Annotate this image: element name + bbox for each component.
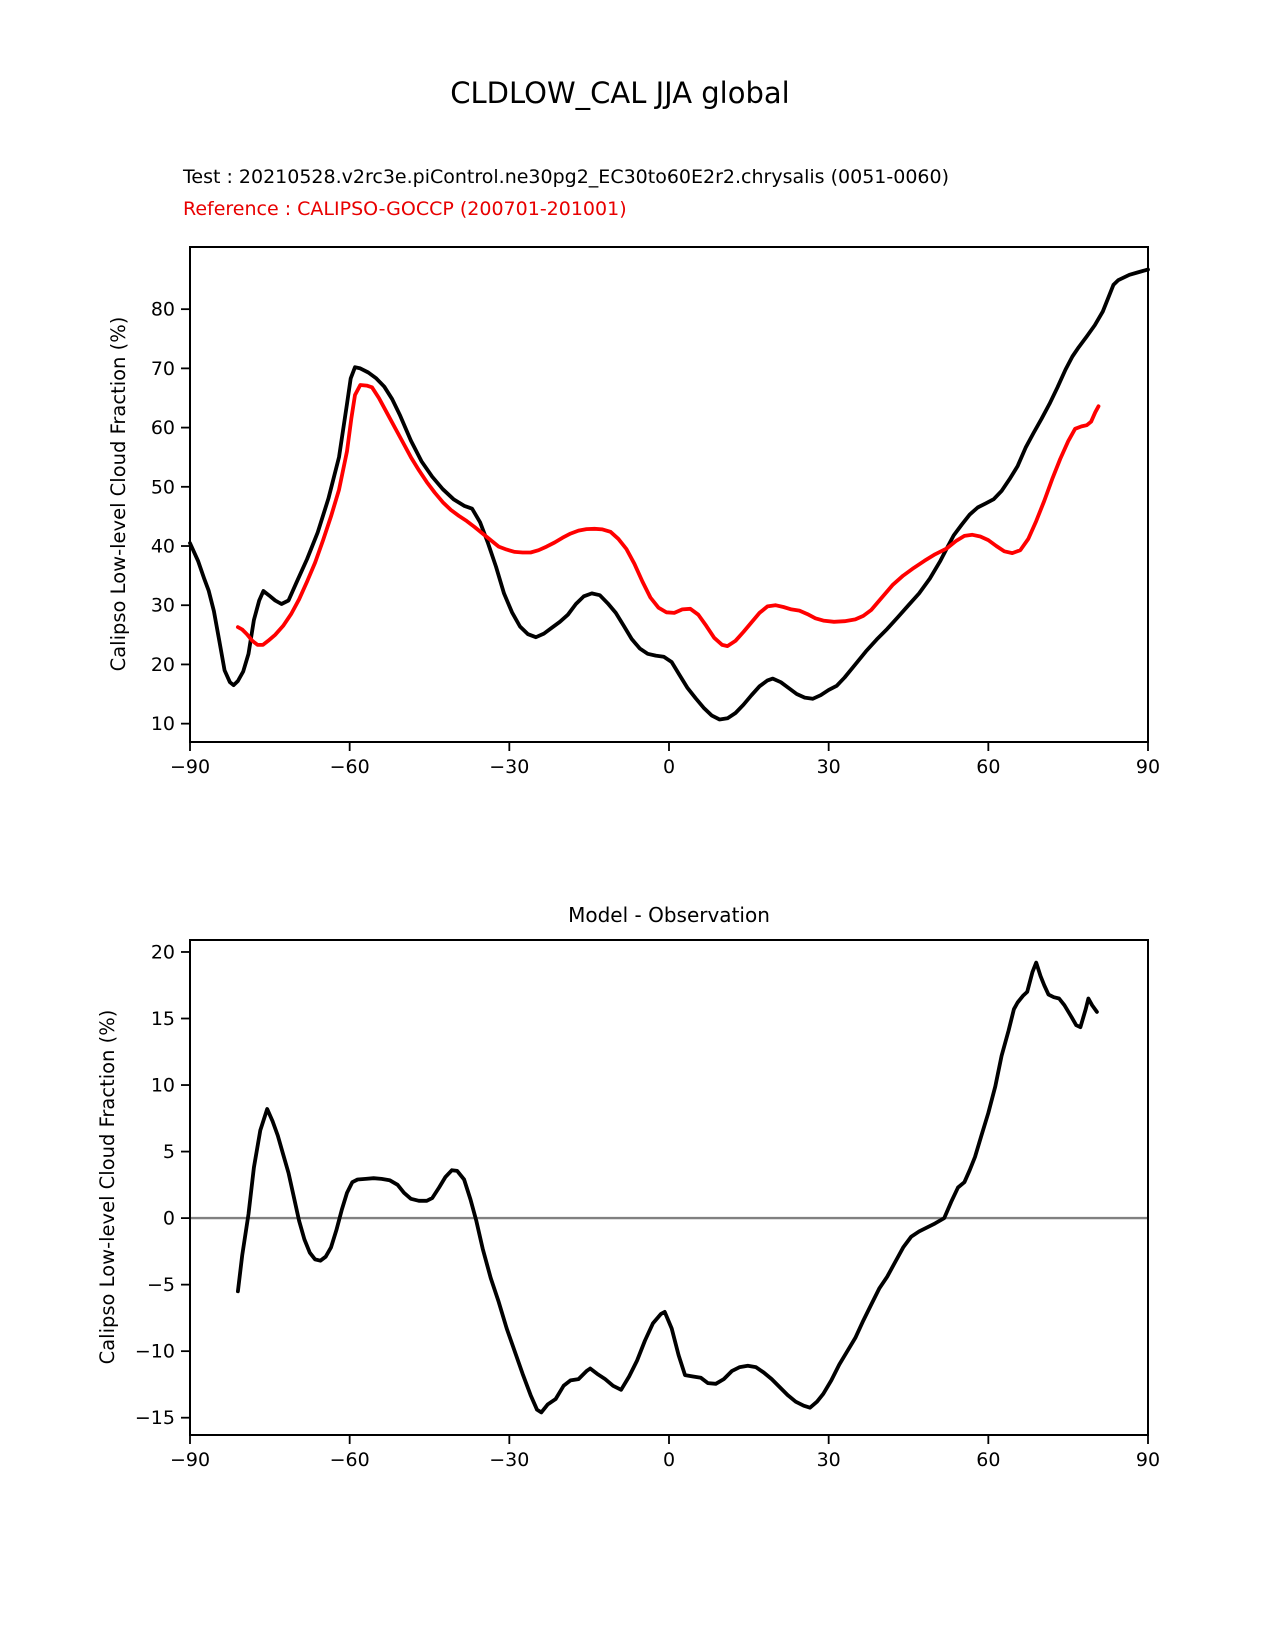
y-tick-label: −10 [134, 1340, 175, 1363]
test-label: Test : 20210528.v2rc3e.piControl.ne30pg2_EC30to60E2r2.chrysalis (0051-0060) [183, 166, 950, 188]
test-line [190, 270, 1148, 720]
y-tick-label: 15 [150, 1008, 175, 1031]
difference-chart-title: Model - Observation [568, 903, 770, 927]
x-tick-label: 60 [976, 756, 1001, 778]
y-tick-label: 20 [150, 941, 175, 964]
x-tick-label: 30 [816, 1449, 841, 1471]
x-tick-label: 30 [816, 756, 841, 778]
y-tick-label: 10 [150, 713, 175, 736]
bottom-chart [135, 940, 1160, 1471]
difference-line [238, 963, 1097, 1413]
reference-label: Reference : CALIPSO-GOCCP (200701-201001) [183, 198, 627, 220]
y-tick-label: −5 [146, 1274, 175, 1297]
y-tick-label: 20 [150, 653, 175, 676]
y-tick-label: 70 [150, 357, 175, 380]
x-tick-label: 60 [976, 1449, 1001, 1471]
x-tick-label: 0 [662, 1449, 676, 1471]
x-tick-label: −90 [169, 1449, 211, 1471]
x-tick-label: −60 [329, 756, 370, 778]
y-tick-label: 5 [162, 1141, 175, 1164]
y-tick-label: 0 [162, 1207, 175, 1230]
y-tick-label: 80 [150, 298, 175, 321]
x-tick-label: −90 [169, 756, 211, 778]
x-tick-label: 90 [1135, 1449, 1161, 1471]
axes-border [190, 940, 1148, 1435]
y-tick-label: −15 [134, 1407, 175, 1430]
y-tick-label: 60 [150, 417, 175, 440]
y-tick-label: 30 [150, 594, 175, 617]
y-tick-label: 40 [150, 535, 175, 558]
figure-title: CLDLOW_CAL JJA global [450, 76, 790, 110]
x-tick-label: 0 [662, 756, 676, 778]
top-y-axis-label: Calipso Low-level Cloud Fraction (%) [107, 316, 130, 672]
bottom-y-axis-label: Calipso Low-level Cloud Fraction (%) [96, 1009, 119, 1365]
x-tick-label: −30 [489, 1449, 530, 1471]
x-tick-label: 90 [1135, 756, 1161, 778]
axes-border [190, 247, 1148, 742]
y-tick-label: 10 [150, 1074, 175, 1097]
top-chart [151, 247, 1160, 778]
x-tick-label: −60 [329, 1449, 370, 1471]
y-tick-label: 50 [150, 476, 175, 499]
x-tick-label: −30 [489, 756, 530, 778]
